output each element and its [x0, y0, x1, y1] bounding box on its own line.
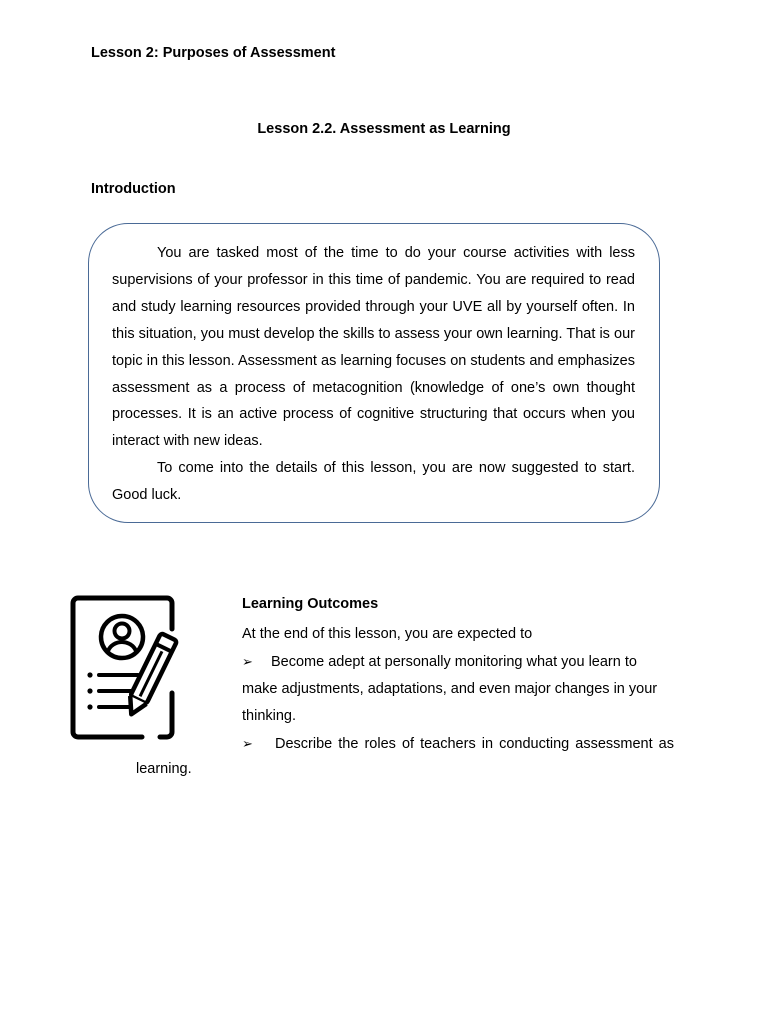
introduction-heading: Introduction	[91, 181, 176, 197]
bullet-arrow-icon: ➢	[242, 736, 253, 751]
learning-outcome-text-1: Become adept at personally monitoring what you learn to make adjustments, adaptations, and even major changes in your thinking.	[242, 654, 658, 724]
lesson-title: Lesson 2: Purposes of Assessment	[91, 45, 336, 61]
document-profile-pencil-icon	[68, 593, 200, 745]
introduction-box	[88, 223, 660, 523]
learning-outcomes-section	[242, 593, 674, 758]
lesson-subtitle: Lesson 2.2. Assessment as Learning	[257, 121, 511, 137]
introduction-paragraph-2: To come into the details of this lesson, you are now suggested to start. Good luck.	[112, 460, 635, 504]
learning-outcome-bullet-2	[242, 730, 674, 758]
learning-outcomes-intro: At the end of this lesson, you are expected to	[242, 626, 533, 642]
learning-outcome-bullet-1	[242, 648, 674, 730]
learning-outcome-text-2: Describe the roles of teachers in conducting assessment as	[275, 736, 674, 752]
learning-outcome-text-2-continuation: learning.	[136, 761, 192, 777]
learning-outcomes-heading: Learning Outcomes	[242, 596, 379, 612]
introduction-paragraph-1: You are tasked most of the time to do your course activities with less supervisions of your professor in this time of pandemic. You are required to read and study learning resources provided through your UVE all by yourself often. In this situation, you must develop the skills to assess your own learning. That is our topic in this lesson. Assessment as learning focuses on students and emphasizes assessment as a process of metacognition (knowledge of one’s own thought processes. It is an active process of cognitive structuring that occurs when you interact with new ideas.	[112, 245, 635, 450]
bullet-arrow-icon: ➢	[242, 654, 253, 669]
